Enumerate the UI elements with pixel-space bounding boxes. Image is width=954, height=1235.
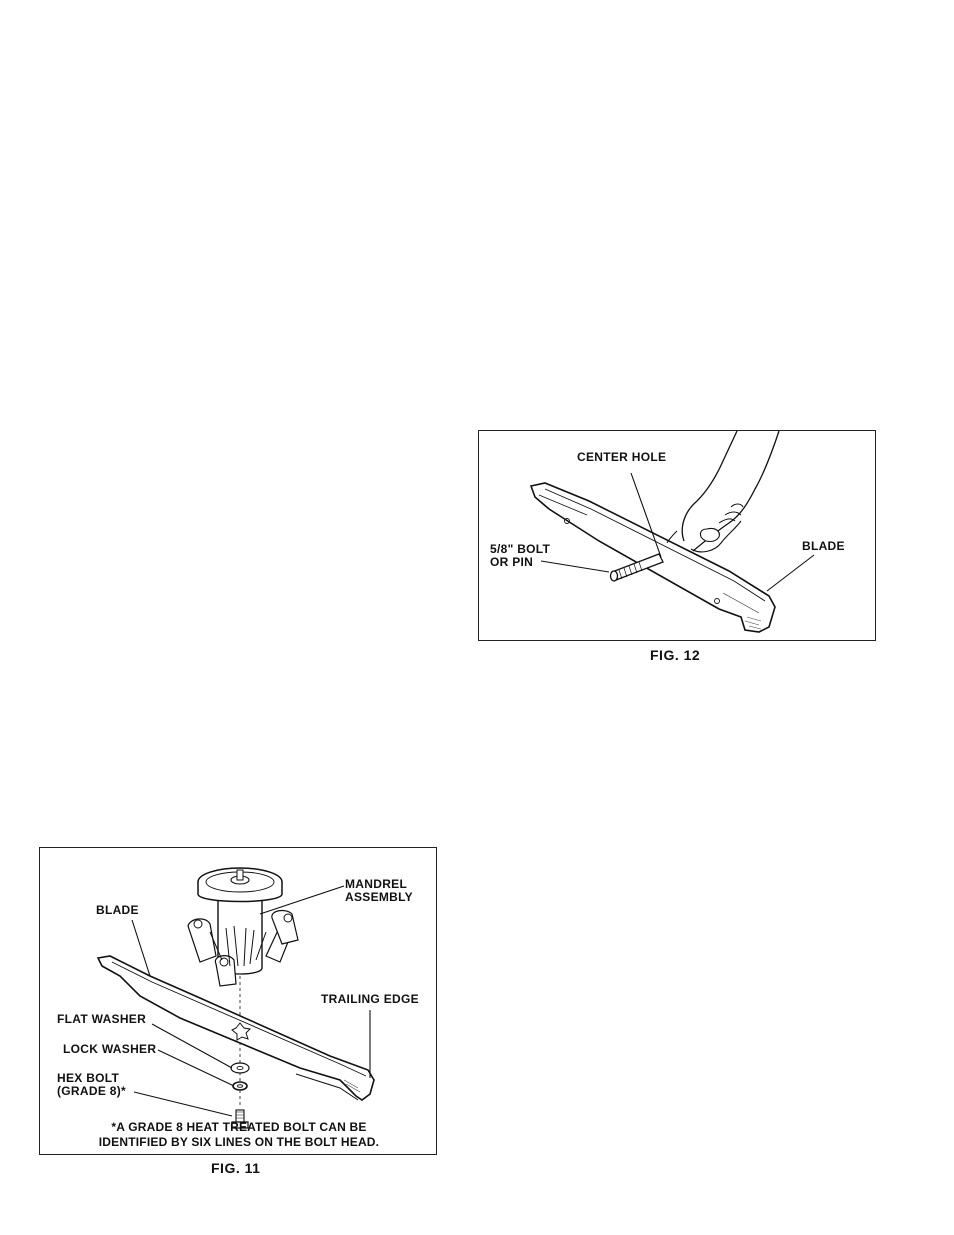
figure-11-panel: [39, 847, 437, 1155]
blade-balance-illustration: [479, 431, 877, 642]
label-blade: BLADE: [802, 539, 845, 553]
label-trailing-edge: TRAILING EDGE: [321, 992, 419, 1006]
label-center-hole: CENTER HOLE: [577, 450, 667, 464]
label-lock-washer: LOCK WASHER: [63, 1042, 157, 1056]
label-bolt-line2: OR PIN: [490, 555, 534, 569]
figure-12-caption: FIG. 12: [650, 647, 701, 663]
bolt-leader: [541, 561, 609, 572]
label-blade: BLADE: [96, 903, 139, 917]
label-mandrel-line2: ASSEMBLY: [345, 890, 413, 904]
label-hex-bolt-line2: (GRADE 8)*: [57, 1084, 127, 1098]
label-flat-washer: FLAT WASHER: [57, 1012, 147, 1026]
lock-washer-leader: [158, 1050, 234, 1086]
figure-11-caption: FIG. 11: [211, 1160, 261, 1176]
grade-8-note-line1: *A GRADE 8 HEAT TREATED BOLT CAN BE: [111, 1120, 367, 1134]
label-mandrel-line1: MANDREL: [345, 877, 408, 891]
blade-leader: [767, 555, 814, 591]
label-bolt-line1: 5/8" BOLT: [490, 542, 551, 556]
hex-bolt-leader: [134, 1092, 232, 1116]
figure-12-panel: [478, 430, 876, 641]
grade-8-note-line2: IDENTIFIED BY SIX LINES ON THE BOLT HEAD.: [98, 1135, 380, 1149]
label-hex-bolt-line1: HEX BOLT: [57, 1071, 120, 1085]
